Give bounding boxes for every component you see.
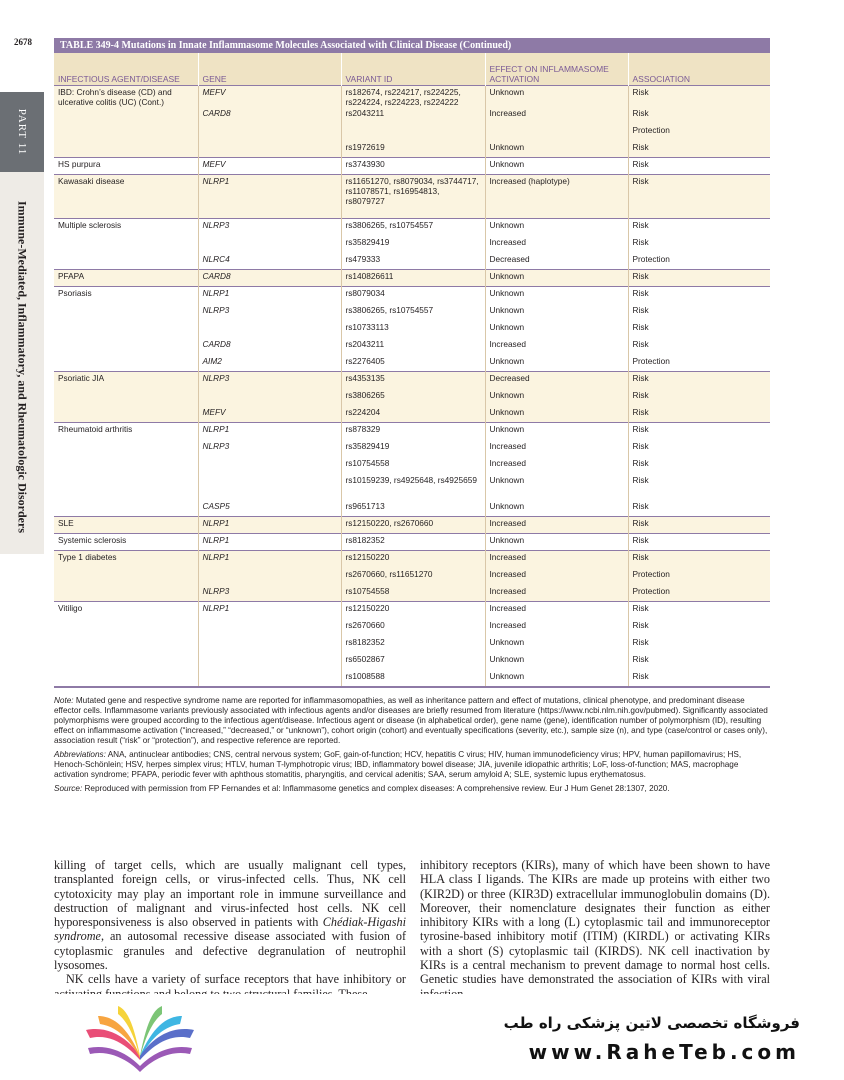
variant-cell: rs479333 <box>341 253 485 270</box>
gene-cell: NLRC4 <box>198 253 341 270</box>
disease-cell: Rheumatoid arthritis <box>54 423 198 440</box>
association-cell: Risk <box>628 219 770 236</box>
table-row <box>54 602 770 619</box>
col-header-association: ASSOCIATION <box>628 53 770 85</box>
body-paragraph: NK cells have a variety of surface receptors that have inhibitory or <box>66 972 406 987</box>
gene-cell: CARD8 <box>198 270 341 287</box>
table-row <box>54 440 770 457</box>
effect-cell: Increased <box>485 236 628 253</box>
table-notes <box>54 696 770 798</box>
table-row <box>54 355 770 372</box>
disease-cell <box>54 568 198 585</box>
gene-cell: MEFV <box>198 158 341 175</box>
gene-cell: NLRP1 <box>198 534 341 551</box>
variant-cell: rs2043211 <box>341 107 485 124</box>
gene-cell <box>198 124 341 141</box>
disease-cell <box>54 355 198 372</box>
disease-cell <box>54 619 198 636</box>
association-cell: Risk <box>628 500 770 517</box>
gene-cell: NLRP3 <box>198 372 341 389</box>
variant-cell: rs9651713 <box>341 500 485 517</box>
table-row <box>54 406 770 423</box>
disease-cell <box>54 321 198 338</box>
table-row <box>54 585 770 602</box>
gene-cell: NLRP3 <box>198 440 341 457</box>
variant-cell: rs6502867 <box>341 653 485 670</box>
effect-cell: Increased <box>485 457 628 474</box>
table-row <box>54 287 770 304</box>
disease-cell: Psoriatic JIA <box>54 372 198 389</box>
association-cell: Risk <box>628 636 770 653</box>
disease-cell: Psoriasis <box>54 287 198 304</box>
page-number: 2678 <box>14 37 32 47</box>
variant-cell: rs35829419 <box>341 236 485 253</box>
table-row <box>54 500 770 517</box>
table-row <box>54 619 770 636</box>
body-text: , an autosomal recessive disease associated with fusion of cytoplasmic granules and defective degranulation of neutrophil lysosomes. <box>54 929 406 973</box>
variant-cell: rs10754558 <box>341 457 485 474</box>
variant-cell: rs10733113 <box>341 321 485 338</box>
disease-cell <box>54 389 198 406</box>
gene-cell <box>198 141 341 158</box>
section-sidebar <box>0 92 44 554</box>
variant-cell: rs1008588 <box>341 670 485 687</box>
gene-cell: AIM2 <box>198 355 341 372</box>
effect-cell: Increased <box>485 602 628 619</box>
table-row <box>54 670 770 687</box>
table-row <box>54 253 770 270</box>
gene-cell: CARD8 <box>198 338 341 355</box>
association-cell: Risk <box>628 602 770 619</box>
section-title: Immune-Mediated, Inflammatory, and Rheumatologic Disorders <box>15 201 30 533</box>
note-text: Mutated gene and respective syndrome name are reported for inflammasomopathies, as well as inheritance pattern and effect of mutations, clinical phenotype, and predominant disease effector cells. Inflammasome variants previously associated with infectious agents and/or diseases are briefly resumed from literature (https://www.ncbi.nlm.nih.gov/pubmed). Significantly associated polymorphisms were grouped according to the infectious agent/disease. Infectious agent or disease (in alphabetical order), gene name (gene), identification number of polymorphism (ID), resulting effect on inflammasome activation (“increased,” “decreased,” or “unknown”), cohort origin (cohort) and eventually specifications (severity, etc.), sample size (n), and type (case/control or cases only), association result (“risk” or “protection”), and respective reference are reported. <box>54 696 768 745</box>
table-row <box>54 304 770 321</box>
table-row <box>54 653 770 670</box>
association-cell: Risk <box>628 141 770 158</box>
disease-cell <box>54 236 198 253</box>
association-cell: Risk <box>628 534 770 551</box>
association-cell: Risk <box>628 175 770 219</box>
association-cell: Risk <box>628 372 770 389</box>
variant-cell <box>341 124 485 141</box>
table-row <box>54 551 770 568</box>
variant-cell: rs878329 <box>341 423 485 440</box>
table-row <box>54 158 770 175</box>
book-logo-icon <box>80 1004 200 1074</box>
effect-cell: Unknown <box>485 287 628 304</box>
table-row <box>54 107 770 124</box>
gene-cell: NLRP1 <box>198 287 341 304</box>
variant-cell: rs182674, rs224217, rs224225, rs224224, rs224223, rs224222 <box>341 85 485 107</box>
disease-cell <box>54 500 198 517</box>
table-row <box>54 236 770 253</box>
disease-cell: PFAPA <box>54 270 198 287</box>
association-cell: Risk <box>628 236 770 253</box>
variant-cell: rs140826611 <box>341 270 485 287</box>
effect-cell: Unknown <box>485 389 628 406</box>
body-paragraph <box>54 858 406 972</box>
gene-cell <box>198 457 341 474</box>
effect-cell: Increased <box>485 440 628 457</box>
part-tab <box>0 92 44 172</box>
disease-cell <box>54 585 198 602</box>
gene-cell: NLRP3 <box>198 219 341 236</box>
variant-cell: rs35829419 <box>341 440 485 457</box>
association-cell: Risk <box>628 474 770 500</box>
body-text: killing of target cells, which are usually malignant cell types, transplanted foreign cells, or virus-infected cells. Thus, NK cell cytotoxicity may play an important role in immune surveillance and destruction of malignant and virus-infected host cells. NK cell hyporesponsiveness is also observed in patients with <box>54 858 406 930</box>
disease-cell: Kawasaki disease <box>54 175 198 219</box>
gene-cell: CARD8 <box>198 107 341 124</box>
disease-cell <box>54 406 198 423</box>
association-cell: Risk <box>628 517 770 534</box>
table-title: TABLE 349-4 Mutations in Innate Inflammasome Molecules Associated with Clinical Disease (Continued) <box>54 38 770 53</box>
disease-cell: SLE <box>54 517 198 534</box>
note-label: Note: <box>54 696 74 705</box>
variant-cell: rs3806265, rs10754557 <box>341 219 485 236</box>
association-cell: Protection <box>628 568 770 585</box>
effect-cell: Unknown <box>485 474 628 500</box>
table-row <box>54 389 770 406</box>
store-name: فروشگاه تخصصی لاتین پزشکی راه طب <box>503 1014 800 1032</box>
variant-cell: rs3743930 <box>341 158 485 175</box>
table-row <box>54 568 770 585</box>
gene-cell: NLRP1 <box>198 602 341 619</box>
effect-cell: Unknown <box>485 534 628 551</box>
association-cell: Risk <box>628 270 770 287</box>
table-row <box>54 534 770 551</box>
effect-cell: Increased (haplotype) <box>485 175 628 219</box>
effect-cell: Increased <box>485 619 628 636</box>
disease-cell: Type 1 diabetes <box>54 551 198 568</box>
disease-cell <box>54 141 198 158</box>
association-cell: Risk <box>628 406 770 423</box>
effect-cell: Decreased <box>485 253 628 270</box>
effect-cell: Unknown <box>485 158 628 175</box>
mutations-table <box>54 53 771 688</box>
variant-cell: rs8079034 <box>341 287 485 304</box>
effect-cell: Decreased <box>485 372 628 389</box>
effect-cell: Increased <box>485 551 628 568</box>
table-header-row <box>54 53 770 85</box>
gene-cell: CASP5 <box>198 500 341 517</box>
variant-cell: rs10159239, rs4925648, rs4925659 <box>341 474 485 500</box>
association-cell: Risk <box>628 158 770 175</box>
disease-cell: Vitiligo <box>54 602 198 619</box>
abbreviations-text: ANA, antinuclear antibodies; CNS, central nervous system; GoF, gain-of-function; HCV, hepatitis C virus; HIV, human immunodeficiency virus; HPV, human papillomavirus; HS, Henoch-Schönlein; HSV, herpes simplex virus; HTLV, human T-lymphotropic virus; IBD, inflammatory bowel disease; JIA, juvenile idiopathic arthritis; LoF, loss-of-function; MAS, macrophage activation syndrome; PFAPA, periodic fever with aphthous stomatitis, pharyngitis, and cervical adenitis; SAA, serum amyloid A; SLE, systemic lupus erythematosus. <box>54 750 742 779</box>
effect-cell: Unknown <box>485 304 628 321</box>
col-header-variant: VARIANT ID <box>341 53 485 85</box>
variant-cell: rs2670660, rs11651270 <box>341 568 485 585</box>
disease-cell: Systemic sclerosis <box>54 534 198 551</box>
gene-cell <box>198 474 341 500</box>
col-header-gene: GENE <box>198 53 341 85</box>
effect-cell: Increased <box>485 585 628 602</box>
gene-cell <box>198 619 341 636</box>
association-cell: Risk <box>628 107 770 124</box>
association-cell: Risk <box>628 338 770 355</box>
variant-cell: rs8182352 <box>341 636 485 653</box>
effect-cell: Unknown <box>485 355 628 372</box>
effect-cell: Increased <box>485 568 628 585</box>
variant-cell: rs11651270, rs8079034, rs3744717, rs11078571, rs16954813, rs8079727 <box>341 175 485 219</box>
gene-cell: MEFV <box>198 406 341 423</box>
effect-cell: Unknown <box>485 321 628 338</box>
body-emphasis: Chédiak-Higashi syndrome <box>54 915 406 944</box>
disease-cell <box>54 338 198 355</box>
gene-cell <box>198 236 341 253</box>
abbreviations-paragraph <box>54 750 770 780</box>
effect-cell: Unknown <box>485 85 628 107</box>
table-row <box>54 474 770 500</box>
table-row <box>54 423 770 440</box>
association-cell: Risk <box>628 304 770 321</box>
table-row <box>54 457 770 474</box>
body-column-left <box>54 858 406 1001</box>
variant-cell: rs2043211 <box>341 338 485 355</box>
note-paragraph <box>54 696 770 746</box>
body-paragraph: inhibitory receptors (KIRs), many of which have been shown to have HLA class I ligands. The KIRs are made up proteins with either two (KIR2D) or three (KIR3D) extracellular immunoglobulin domains (D). Moreover, their nomenclature designates their function as either inhibitory KIRs with a long (L) cytoplasmic tail and immunoreceptor tyrosine-based inhibitory motif (ITIM) (KIRDL) or activating KIRs with a short (S) cytoplasmic tail (KIRDS). NK cell inactivation by KIRs is a central mechanism to prevent damage to normal host cells. Genetic studies have demonstrated the association of KIRs with viral <box>420 858 770 987</box>
variant-cell: rs4353135 <box>341 372 485 389</box>
effect-cell <box>485 124 628 141</box>
gene-cell <box>198 670 341 687</box>
association-cell: Risk <box>628 85 770 107</box>
association-cell: Protection <box>628 253 770 270</box>
association-cell: Risk <box>628 423 770 440</box>
disease-cell <box>54 457 198 474</box>
association-cell: Risk <box>628 619 770 636</box>
effect-cell: Increased <box>485 338 628 355</box>
table-row <box>54 141 770 158</box>
gene-cell: NLRP3 <box>198 585 341 602</box>
gene-cell <box>198 636 341 653</box>
variant-cell: rs224204 <box>341 406 485 423</box>
part-label: PART 11 <box>16 108 28 156</box>
effect-cell: Increased <box>485 107 628 124</box>
source-paragraph <box>54 784 770 794</box>
table-row <box>54 219 770 236</box>
effect-cell: Unknown <box>485 500 628 517</box>
store-footer <box>0 994 844 1080</box>
effect-cell: Unknown <box>485 219 628 236</box>
association-cell: Protection <box>628 355 770 372</box>
table-row <box>54 636 770 653</box>
variant-cell: rs3806265, rs10754557 <box>341 304 485 321</box>
disease-cell <box>54 653 198 670</box>
variant-cell: rs2670660 <box>341 619 485 636</box>
body-column-right <box>420 858 770 1001</box>
association-cell: Risk <box>628 440 770 457</box>
variant-cell: rs8182352 <box>341 534 485 551</box>
table-row <box>54 175 770 219</box>
disease-cell <box>54 474 198 500</box>
effect-cell: Unknown <box>485 670 628 687</box>
gene-cell: NLRP1 <box>198 175 341 219</box>
effect-cell: Unknown <box>485 423 628 440</box>
effect-cell: Unknown <box>485 406 628 423</box>
disease-cell <box>54 440 198 457</box>
effect-cell: Unknown <box>485 636 628 653</box>
variant-cell: rs12150220, rs2670660 <box>341 517 485 534</box>
effect-cell: Unknown <box>485 141 628 158</box>
association-cell: Risk <box>628 670 770 687</box>
effect-cell: Unknown <box>485 270 628 287</box>
variant-cell: rs1972619 <box>341 141 485 158</box>
variant-cell: rs12150220 <box>341 551 485 568</box>
association-cell: Risk <box>628 457 770 474</box>
gene-cell <box>198 321 341 338</box>
disease-cell <box>54 670 198 687</box>
disease-cell: IBD: Crohn’s disease (CD) and ulcerative colitis (UC) (Cont.) <box>54 85 198 107</box>
abbreviations-label: Abbreviations: <box>54 750 106 759</box>
gene-cell <box>198 568 341 585</box>
table-row <box>54 517 770 534</box>
disease-cell <box>54 636 198 653</box>
store-website: www.RaheTeb.com <box>528 1040 800 1064</box>
association-cell: Risk <box>628 321 770 338</box>
disease-cell <box>54 124 198 141</box>
association-cell: Risk <box>628 287 770 304</box>
gene-cell: MEFV <box>198 85 341 107</box>
association-cell: Risk <box>628 389 770 406</box>
gene-cell <box>198 389 341 406</box>
gene-cell: NLRP1 <box>198 551 341 568</box>
effect-cell: Unknown <box>485 653 628 670</box>
col-header-effect: EFFECT ON INFLAMMASOME ACTIVATION <box>485 53 628 85</box>
table-row <box>54 124 770 141</box>
disease-cell <box>54 304 198 321</box>
variant-cell: rs12150220 <box>341 602 485 619</box>
gene-cell: NLRP1 <box>198 517 341 534</box>
disease-cell: Multiple sclerosis <box>54 219 198 236</box>
disease-cell <box>54 107 198 124</box>
gene-cell: NLRP1 <box>198 423 341 440</box>
gene-cell <box>198 653 341 670</box>
variant-cell: rs2276405 <box>341 355 485 372</box>
table-row <box>54 338 770 355</box>
variant-cell: rs10754558 <box>341 585 485 602</box>
disease-cell: HS purpura <box>54 158 198 175</box>
association-cell: Risk <box>628 653 770 670</box>
gene-cell: NLRP3 <box>198 304 341 321</box>
association-cell: Protection <box>628 124 770 141</box>
variant-cell: rs3806265 <box>341 389 485 406</box>
association-cell: Risk <box>628 551 770 568</box>
association-cell: Protection <box>628 585 770 602</box>
table-row <box>54 270 770 287</box>
table-row <box>54 85 770 107</box>
source-label: Source: <box>54 784 83 793</box>
col-header-disease: INFECTIOUS AGENT/DISEASE <box>54 53 198 85</box>
table-row <box>54 321 770 338</box>
effect-cell: Increased <box>485 517 628 534</box>
table-row <box>54 372 770 389</box>
source-text: Reproduced with permission from FP Fernandes et al: Inflammasome genetics and complex diseases: A comprehensive review. Eur J Hum Genet 28:1307, 2020. <box>82 784 670 793</box>
disease-cell <box>54 253 198 270</box>
